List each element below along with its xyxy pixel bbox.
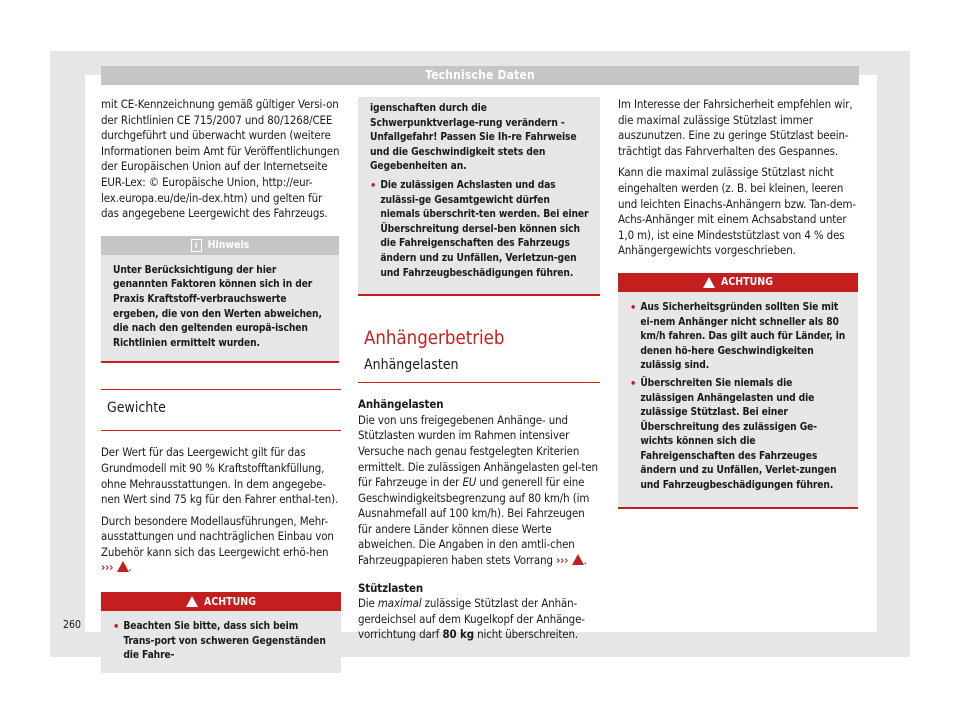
hinweis-label: Hinweis xyxy=(207,239,250,252)
emphasis-eu: EU xyxy=(462,475,477,490)
achtung-bullet-text: Die zulässigen Achslasten und das zulässi-ge Gesamtgewicht dürfen niemals überschrit-ten werden. Bei einer Überschreitung dersel-ben können sich die Fahreigenschaften des Fahrzeugs ändern und zu Unfällen, Verletzun-gen und Fahrzeugbeschädigungen führen. xyxy=(380,179,589,279)
stuetzlast-paragraph-2: Kann die maximal zulässige Stützlast nicht eingehalten werden (z. B. bei kleinen, leeren und leichten Einachs-Anhängern bzw. Tan-dem-Achs-Anhänger mit einem Achsabstand unter 1,0 m), ist eine Mindeststützlast von 4 % des Anhängergewichts vorgeschrieben. xyxy=(618,165,856,258)
achtung-box-left xyxy=(101,592,341,673)
section-title-gewichte: Gewichte xyxy=(107,400,166,417)
column-left xyxy=(101,97,341,673)
info-icon: i xyxy=(191,239,202,252)
achtung-label: ACHTUNG xyxy=(204,595,256,608)
stuetzlasten-paragraph xyxy=(358,596,600,643)
chapter-title: Anhängerbetrieb xyxy=(364,328,505,350)
heading-anhaengelasten: Anhängelasten xyxy=(358,397,444,412)
cross-reference-arrow[interactable]: ››› xyxy=(101,560,114,575)
achtung-label: ACHTUNG xyxy=(721,276,773,289)
page-header: Technische Daten xyxy=(101,66,859,85)
subtitle-block xyxy=(358,357,600,383)
warning-icon xyxy=(703,277,715,288)
paragraph-text: und generell für eine Geschwindigkeitsbegrenzung auf 80 km/h (im Ausnahmefall auf 100 km/h). Bei Fahrzeugen für andere Länder können diese Werte abweichen. Die Angaben in den amtli-chen Fahrzeugpapieren haben stets Vorrang xyxy=(358,475,590,568)
bullet-icon: • xyxy=(630,300,637,314)
gewichte-paragraph-2 xyxy=(101,514,341,576)
list-item xyxy=(113,620,331,664)
intro-paragraph: mit CE-Kennzeichnung gemäß gültiger Versi-on der Richtlinien CE 715/2007 und 80/1268/CEE durchgeführt und überwacht wurden (weitere Informationen beim Amt für Veröffentlichungen der Europäischen Union auf der Internetseite EUR-Lex: © Europäische Union, http://eur-lex.europa.eu/de/in-dex.htm) und gelten für das angegebene Leergewicht des Fahrzeugs. xyxy=(101,97,340,221)
bullet-icon: • xyxy=(113,620,120,634)
gewichte-paragraph-2-text: Durch besondere Modellausführungen, Mehr-ausstattungen und nachträglichen Einbau von Zubehör kann sich das Leergewicht erhö-hen xyxy=(101,513,334,559)
column-middle xyxy=(358,97,600,649)
achtung-header xyxy=(101,592,341,611)
emphasis-maximal: maximal xyxy=(377,596,422,611)
achtung-bullet-text: Aus Sicherheitsgründen sollten Sie mit ei-nem Anhänger nicht schneller als 80 km/h fahren. Das gilt auch für Länder, in denen hö-here Geschwindigkeiten zulässig sind. xyxy=(640,301,846,372)
achtung-body xyxy=(101,611,341,673)
list-item xyxy=(630,377,848,494)
achtung-body xyxy=(618,292,858,507)
hinweis-box xyxy=(101,236,339,364)
stuetzlast-paragraph-1: Im Interesse der Fahrsicherheit empfehlen wir, die maximal zulässige Stützlast immer auszunutzen. Eine zu geringe Stützlast beein-trächtigt das Fahrverhalten des Gespannes. xyxy=(618,97,853,158)
warning-icon xyxy=(572,554,584,565)
emphasis-80kg: 80 kg xyxy=(442,627,474,642)
bullet-icon: • xyxy=(370,178,377,192)
anhaengelasten-paragraph xyxy=(358,413,600,569)
hinweis-header xyxy=(101,236,339,255)
period: . xyxy=(128,560,132,575)
achtung-continued-body xyxy=(358,97,600,294)
hinweis-body xyxy=(101,255,339,362)
section-rule xyxy=(101,430,341,431)
achtung-bullet-text: Beachten Sie bitte, dass sich beim Trans-port von schweren Gegenständen die Fahre- xyxy=(123,621,326,662)
paragraph-text: Die von uns freigegebenen Anhänge- und Stützlasten wurden im Rahmen intensiver Versuche nach genau festgelegten Kriterien ermittelt. Die zulässigen Anhängelasten gel-ten für Fahrzeuge in der xyxy=(358,412,598,490)
period: . xyxy=(583,553,587,568)
paragraph-text: nicht überschreiten. xyxy=(477,627,579,642)
achtung-continued-text: igenschaften durch die Schwerpunktverlage-rung verändern - Unfallgefahr! Passen Sie Ih-re Fahrweise und die Geschwindigkeit stets den Gegebenheiten an. xyxy=(370,103,577,173)
list-item xyxy=(370,179,590,281)
page-number: 260 xyxy=(63,619,82,631)
cross-reference-arrow[interactable]: ››› xyxy=(556,553,569,568)
gewichte-paragraph-1: Der Wert für das Leergewicht gilt für das Grundmodell mit 90 % Kraftstofftankfüllung, ohne Mehrausstattungen. In dem angegebe-nen Wert sind 75 kg für den Fahrer enthal-ten). xyxy=(101,445,339,507)
warning-icon xyxy=(186,596,198,607)
paragraph-text: Die xyxy=(358,596,375,611)
heading-stuetzlasten: Stützlasten xyxy=(358,580,424,595)
column-right xyxy=(618,97,858,509)
achtung-bullet-text: Überschreiten Sie niemals die zulässigen Anhängelasten und die zulässige Stützlast. Bei einer Überschreitung des zulässigen Ge-wichts können sich die Fahreigenschaften des Fahrzeuges ändern und zu Unfällen, Verlet-zungen und Fahrzeugbeschädigungen führen. xyxy=(640,377,837,492)
warning-icon xyxy=(117,561,129,572)
list-item xyxy=(630,301,848,374)
achtung-header xyxy=(618,273,858,292)
chapter-subtitle: Anhängelasten xyxy=(364,357,459,374)
bullet-icon: • xyxy=(630,376,637,390)
paragraph-text: zulässige Stützlast der Anhän-gerdeichsel auf dem Kugelkopf der Anhänge-vorrichtung darf xyxy=(358,596,585,642)
achtung-box-right xyxy=(618,273,858,509)
achtung-box-continued xyxy=(358,97,600,296)
hinweis-text: Unter Berücksichtigung der hier genannten Faktoren können sich in der Praxis Kraftstoff-verbrauchswerte ergeben, die von den Werten abweichen, die nach den geltenden europä-ischen Richtlinien ermittelt wurden. xyxy=(113,264,322,349)
